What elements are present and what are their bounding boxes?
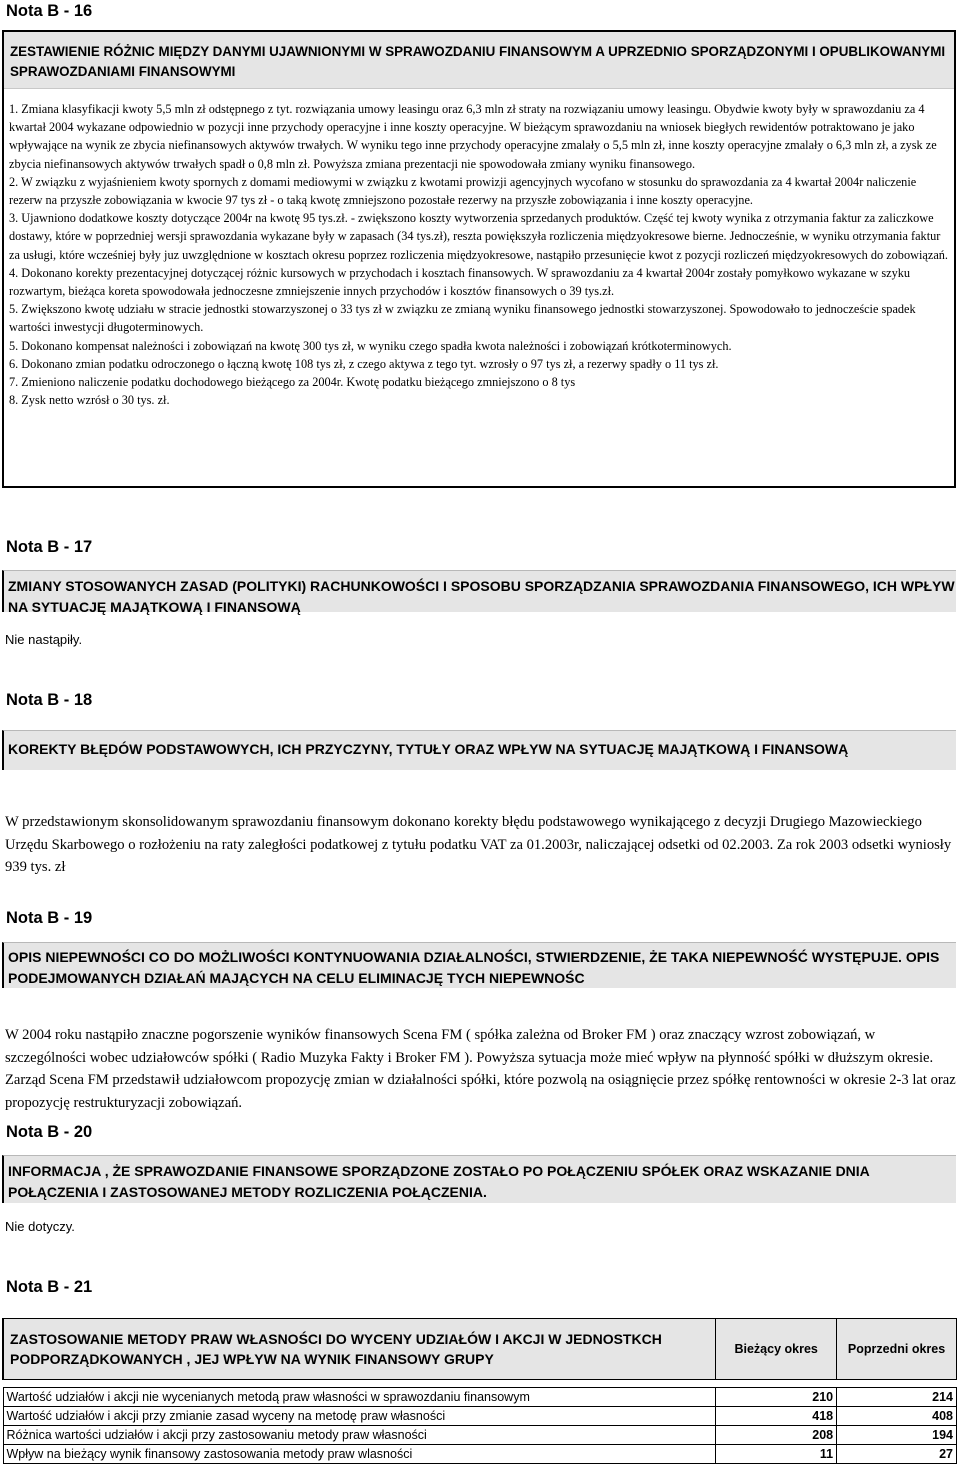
note-b19-text: W 2004 roku nastąpiło znaczne pogorszenie wyników finansowych Scena FM ( spółka zależna od Broker FM ) oraz znaczący wzrost zobowiązań, w szczególności wobec udziałowców spółki ( Radio Muzyka Fakty i Broker FM ). Powyższa sytuacja może mieć wpływ na płynność spółki w dłuższym okresie. Zarząd Scena FM przedstawił udziałowcom propozycję zmian w działalności spółki, które pozwolą na osiągnięcie przez spółkę rentowności w okresie 2-3 lat oraz propozycję restrukturyzacji zobowiązań. <box>5 1027 956 1111</box>
b21-row-label: Różnica wartości udziałów i akcji przy zastosowaniu metody praw własności <box>3 1426 716 1445</box>
note-b19-heading: OPIS NIEPEWNOŚCI CO DO MOŻLIWOŚCI KONTYNUOWANIA DZIAŁALNOŚCI, STWIERDZENIE, ŻE TAKA NIEPEWNOŚĆ WYSTĘPUJE. OPIS PODEJMOWANYCH DZIAŁAŃ MAJĄCYCH NA CELU ELIMINACJĘ TYCH NIEPEWNOŚC <box>2 942 956 988</box>
note-b21-table <box>2 1318 957 1464</box>
b21-row-label: Wartość udziałów i akcji przy zmianie zasad wyceny na metodę praw własności <box>3 1407 716 1426</box>
note-b20-text: Nie dotyczy. <box>5 1219 75 1234</box>
note-b17-title: Nota B - 17 <box>6 538 93 556</box>
note-b17-text: Nie nastąpiły. <box>5 632 83 647</box>
b16-paragraph-3: 3. Ujawniono dodatkowe koszty dotyczące 2004r na kwotę 95 tys.zł. - zwiększono koszty wytworzenia sprzedanych produktów. Część tej kwoty wynika z otrzymania faktur za zaliczkowe dostawy, które w poprzedniej wersji sprawozdania wykazane były w zapasach (34 tys.zł), reszta powiększyła rozliczenia międzyokresowe bierne. Jednocześnie, w wyniku otrzymania faktur za usługi, które wcześniej były juz uwzględnione w kosztach okresu poprzez rozliczenia międzyokresowe, nastąpiło przesunięcie kwot z pozycji rozliczeń międzyokresowych do zobowiązań. <box>9 211 948 262</box>
b16-paragraph-7: 6. Dokonano zmian podatku odroczonego o łączną kwotę 108 tys zł, z czego aktywa z tego tyt. wzrosły o 97 tys zł, a rezerwy spadły o 11 tys zł. <box>9 356 719 371</box>
note-b20-heading: INFORMACJA , ŻE SPRAWOZDANIE FINANSOWE SPORZĄDZONE ZOSTAŁO PO POŁĄCZENIU SPÓŁEK ORAZ WSKAZANIE DNIA POŁĄCZENIA I ZASTOSOWANEJ METODY ROZLICZENIA POŁĄCZENIA. <box>2 1155 956 1203</box>
note-b20-title: Nota B - 20 <box>6 1123 93 1141</box>
note-b18-title: Nota B - 18 <box>6 691 93 709</box>
b21-heading: ZASTOSOWANIE METODY PRAW WŁASNOŚCI DO WYCENY UDZIAŁÓW I AKCJI W JEDNOSTKCH PODPORZĄDKOWANYCH , JEJ WPŁYW NA WYNIK FINANSOWY GRUPY <box>3 1319 716 1380</box>
note-b16-heading: ZESTAWIENIE RÓŻNIC MIĘDZY DANYMI UJAWNIONYMI W SPRAWOZDANIU FINANSOWYM A UPRZEDNIO SPORZĄDZONYMI I OPUBLIKOWANYMI SPRAWOZDANIAMI FINANSOWYMI <box>4 32 954 89</box>
b21-header-row <box>3 1319 957 1380</box>
b16-paragraph-4: 4. Dokonano korekty prezentacyjnej dotyczącej różnic kursowych w przychodach i kosztach finansowych. W sprawozdaniu za 4 kwartał 2004r zostały pomyłkowo wykazane w szyku rozwartym, bieżąca koreta spowodowała jednoczesne zmniejszenie innych przychodów i kosztów finansowych o 39 tys.zł. <box>9 265 911 299</box>
b21-row-current: 418 <box>716 1407 837 1426</box>
note-b17-heading: ZMIANY STOSOWANYCH ZASAD (POLITYKI) RACHUNKOWOŚCI I SPOSOBU SPORZĄDZANIA SPRAWOZDANIA FINANSOWEGO, ICH WPŁYW NA SYTUACJĘ MAJĄTKOWĄ I FINANSOWĄ <box>2 570 956 612</box>
b21-row-previous: 408 <box>837 1407 957 1426</box>
b21-row-current: 208 <box>716 1426 837 1445</box>
b16-paragraph-5: 5. Zwiększono kwotę udziału w stracie jednostki stowarzyszonej o 33 tys zł w związku ze zmianą wyniku finansowego jednostki stowarzyszonej. Spowodowało to jednoczeście spadek wartości inwestycji długoterminowych. <box>9 302 916 335</box>
note-b19-title: Nota B - 19 <box>6 909 93 927</box>
b21-row-current: 210 <box>716 1388 837 1407</box>
b16-paragraph-9: 8. Zysk netto wzrósł o 30 tys. zł. <box>9 393 170 408</box>
note-b16-body <box>4 89 954 409</box>
table-row <box>3 1445 957 1464</box>
b16-paragraph-1: 1. Zmiana klasyfikacji kwoty 5,5 mln zł odstępnego z tyt. rozwiązania umowy leasingu oraz 6,3 mln zł straty na rozwiązaniu umowy leasingu. Obydwie kwoty były w sprawozdaniu za 4 kwartał 2004 wykazane odpowiednio w pozycji inne przychody operacyjne i inne koszty operacyjne. W bieżącym sprawozdaniu na wniosek biegłych rewidentów potraktowano je jako wpływające na wynik ze zbycia niefinansowych aktywów trwałych. W wyniku tego inne przychody operacyjne zmalały o 5,5 mln zł, inne koszty operacyjne zmalały o 6,3 mln zł, a zysk ze zbycia niefinansowych aktywów trwałych spadł o 0,8 mln zł. Powyższa zmiana prezentacji nie spowodowała zmiany wyniku finansowego. <box>9 102 937 171</box>
b21-row-label: Wpływ na bieżący wynik finansowy zastosowania metody praw wlasności <box>3 1445 716 1464</box>
note-b18-heading: KOREKTY BŁĘDÓW PODSTAWOWYCH, ICH PRZYCZYNY, TYTUŁY ORAZ WPŁYW NA SYTUACJĘ MAJĄTKOWĄ I FINANSOWĄ <box>2 730 956 770</box>
table-row <box>3 1388 957 1407</box>
b16-paragraph-6: 5. Dokonano kompensat należności i zobowiązań na kwotę 300 tys zł, w wyniku czego spadła kwota należności i zobowiązań krótkoterminowych. <box>9 338 732 353</box>
b21-row-previous: 27 <box>837 1445 957 1464</box>
note-b16-title: Nota B - 16 <box>6 2 93 20</box>
b21-row-label: Wartość udziałów i akcji nie wycenianych metodą praw własności w sprawozdaniu finansowym <box>3 1388 716 1407</box>
table-row <box>3 1407 957 1426</box>
b16-paragraph-2: 2. W związku z wyjaśnieniem kwoty spornych z domami mediowymi w związku z kwotami prowizji agencyjnych wycofano w stosunku do sprawozdania za 4 kwartał 2004r naliczenie rezerw na przyszłe zobowiązania w kwocie 97 tys zł - o taką kwotę zmniejszono pozostałe rezerwy na przyszłe zobowiązania i inne koszty operacyjne. <box>9 174 917 208</box>
b21-row-previous: 214 <box>837 1388 957 1407</box>
b21-col-previous: Poprzedni okres <box>837 1319 957 1380</box>
table-row <box>3 1426 957 1445</box>
note-b21-title: Nota B - 21 <box>6 1278 93 1296</box>
b16-paragraph-8: 7. Zmieniono naliczenie podatku dochodowego bieżącego za 2004r. Kwotę podatku bieżącego zmniejszono o 8 tys <box>9 375 576 390</box>
b21-row-previous: 194 <box>837 1426 957 1445</box>
note-b16-box <box>2 30 956 488</box>
b21-row-current: 11 <box>716 1445 837 1464</box>
note-b18-text: W przedstawionym skonsolidowanym sprawozdaniu finansowym dokonano korekty błędu podstawowego wynikającego z decyzji Drugiego Mazowieckiego Urzędu Skarbowego o rozłożeniu na raty zaległości podatkowej z tytułu podatku VAT za 01.2003r, naliczającej odsetki od 02.2003. Za rok 2003 odsetki wyniosły 939 tys. zł <box>5 814 952 875</box>
b21-col-current: Bieżący okres <box>716 1319 837 1380</box>
